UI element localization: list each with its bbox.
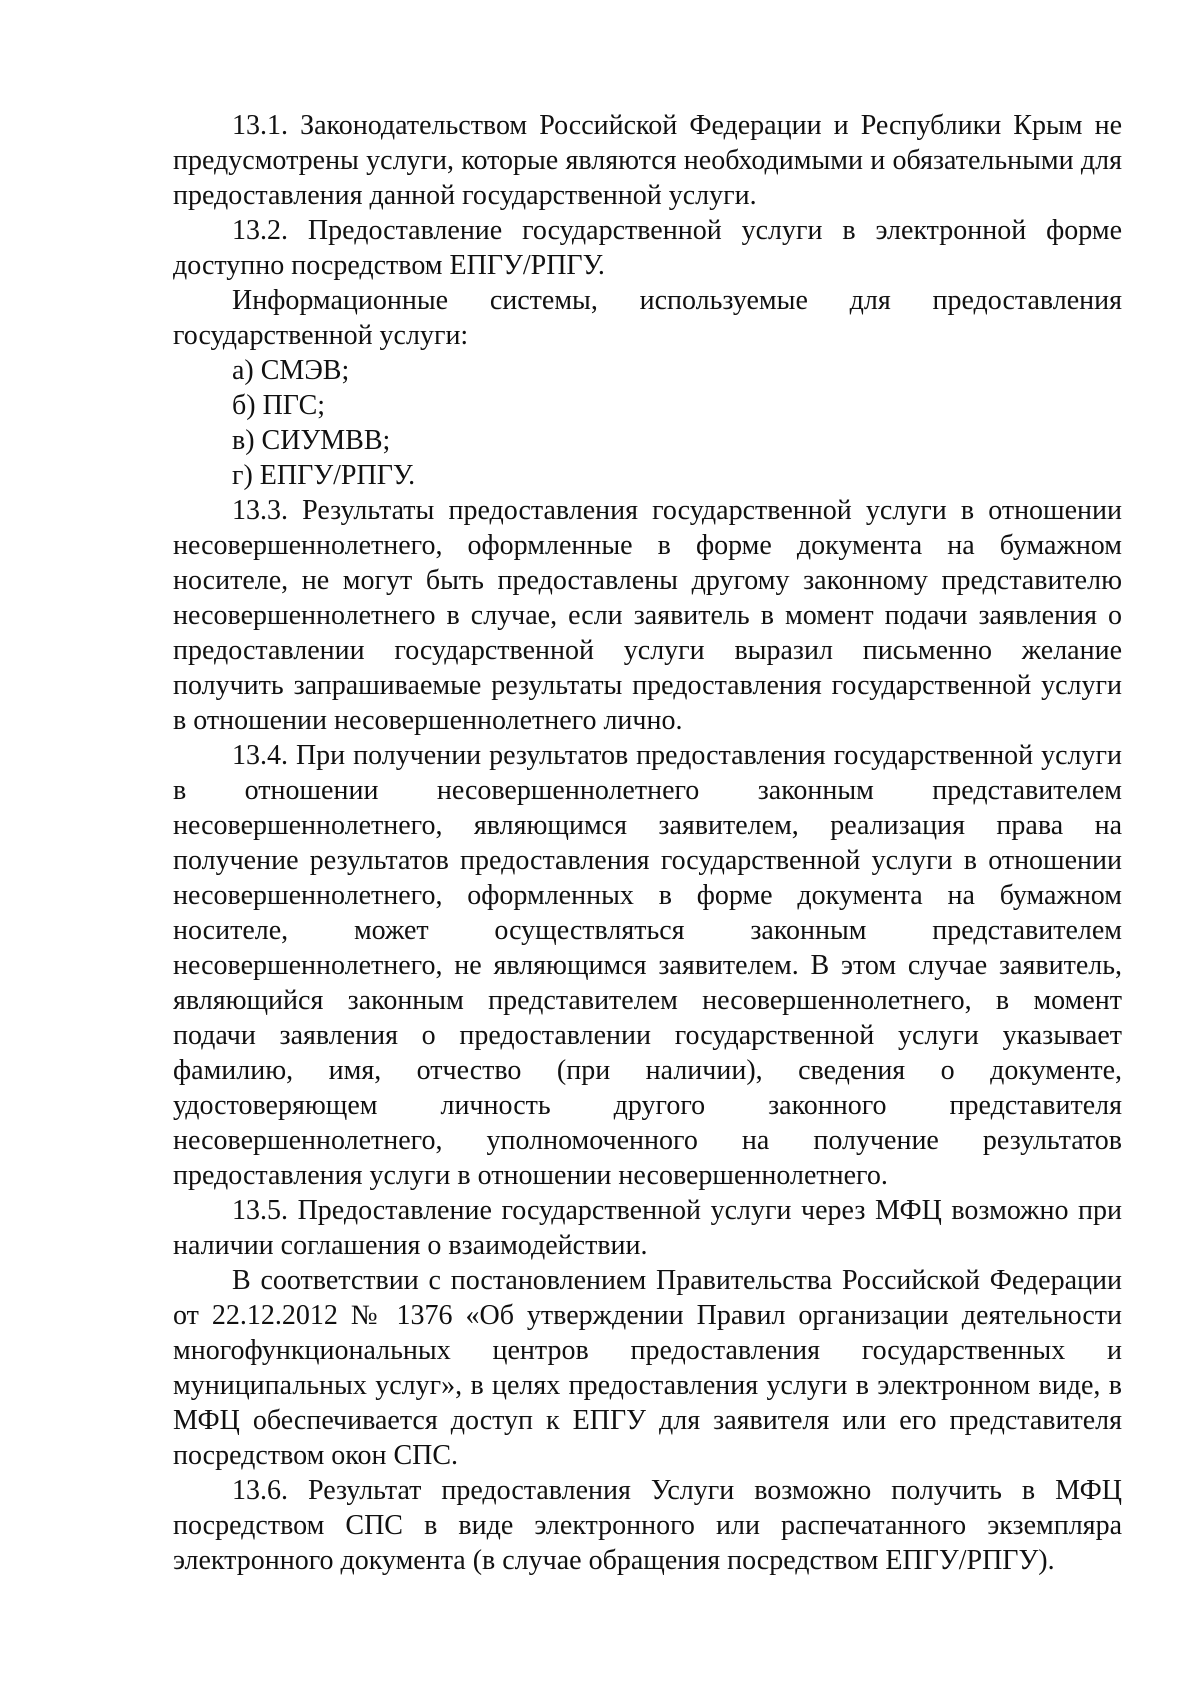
paragraph-information-systems: Информационные системы, используемые для предоставления государственной услуги: <box>173 285 1122 351</box>
list-item-smev: а) СМЭВ; <box>232 355 350 386</box>
paragraph-13-4: 13.4. При получении результатов предоставления государственной услуги в отношении несовершеннолетнего законным представителем несовершеннолетнего, являющимся заявителем, реализация права на получение результатов предоставления государственной услуги в отношении несовершеннолетнего, оформленных в форме документа на бумажном носителе, может осуществляться законным представителем несовершеннолетнего, не являющимся заявителем. В этом случае заявитель, являющийся законным представителем несовершеннолетнего, в момент подачи заявления о предоставлении государственной услуги указывает фамилию, имя, отчество (при наличии), сведения о документе, удостоверяющем личность другого законного представителя несовершеннолетнего, уполномоченного на получение результатов предоставления услуги в отношении несовершеннолетнего. <box>173 740 1122 1191</box>
paragraph-resolution-1376: В соответствии с постановлением Правительства Российской Федерации от 22.12.2012 № 1376 «Об утверждении Правил организации деятельности многофункциональных центров предоставления государственных и муниципальных услуг», в целях предоставления услуги в электронном виде, в МФЦ обеспечивается доступ к ЕПГУ для заявителя или его представителя посредством окон СПС. <box>173 1265 1122 1471</box>
paragraph-13-1: 13.1. Законодательством Российской Федерации и Республики Крым не предусмотрены услуги, которые являются необходимыми и обязательными для предоставления данной государственной услуги. <box>173 110 1122 211</box>
paragraph-13-3: 13.3. Результаты предоставления государственной услуги в отношении несовершеннолетнего, оформленные в форме документа на бумажном носителе, не могут быть предоставлены другому законному представителю несовершеннолетнего в случае, если заявитель в момент подачи заявления о предоставлении государственной услуги выразил письменно желание получить запрашиваемые результаты предоставления государственной услуги в отношении несовершеннолетнего лично. <box>173 495 1122 736</box>
list-item-pgs: б) ПГС; <box>232 390 326 421</box>
paragraph-13-5: 13.5. Предоставление государственной услуги через МФЦ возможно при наличии соглашения о взаимодействии. <box>173 1195 1122 1261</box>
list-item-siumvv: в) СИУМВВ; <box>232 425 391 456</box>
paragraph-13-2: 13.2. Предоставление государственной услуги в электронной форме доступно посредством ЕПГУ/РПГУ. <box>173 215 1122 281</box>
list-item-epgu-rpgu: г) ЕПГУ/РПГУ. <box>232 460 416 491</box>
paragraph-13-6: 13.6. Результат предоставления Услуги возможно получить в МФЦ посредством СПС в виде электронного или распечатанного экземпляра электронного документа (в случае обращения посредством ЕПГУ/РПГУ). <box>173 1475 1122 1576</box>
document-page <box>173 108 1122 1578</box>
